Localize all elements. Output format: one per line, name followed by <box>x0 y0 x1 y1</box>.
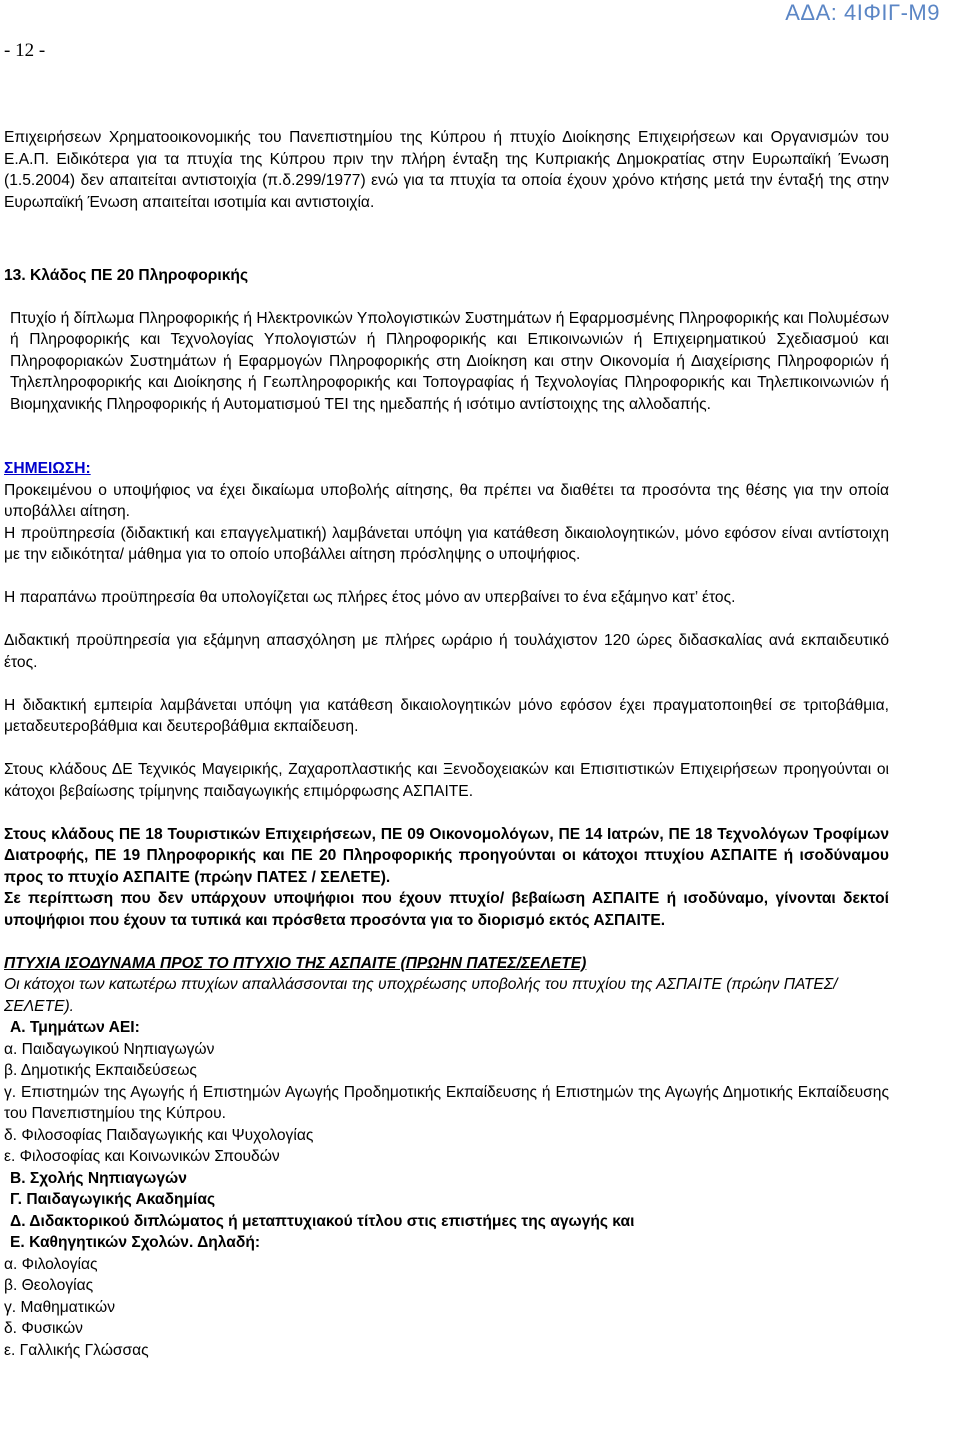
note-paragraph-3: Η παραπάνω προϋπηρεσία θα υπολογίζεται ως πλήρες έτος μόνο αν υπερβαίνει το ένα εξάμηνο κατ’ έτος. <box>4 589 736 606</box>
group-a-item: δ. Φιλοσοφίας Παιδαγωγικής και Ψυχολογίας <box>4 1126 314 1144</box>
group-a-item: β. Δημοτικής Εκπαιδεύσεως <box>4 1062 197 1079</box>
note-title: ΣΗΜΕΙΩΣΗ: <box>4 460 91 477</box>
group-a-item: γ. Επιστημών της Αγωγής ή Επιστημών Αγωγής Προδημοτικής Εκπαίδευσης ή Επιστημών της Αγωγής Δημοτικής Εκπαίδευσης του Πανεπιστημίου της Κύπρου. <box>4 1083 889 1122</box>
intro-paragraph: Επιχειρήσεων Χρηματοοικονομικής του Πανεπιστημίου της Κύπρου ή πτυχίο Διοίκησης Επιχειρήσεων και Οργανισμών του Ε.Α.Π. Ειδικότερα για τα πτυχία της Κύπρου πριν την πλήρη ένταξη της Κυπριακής Δημοκρατίας στην Ευρωπαϊκή Ένωση (1.5.2004) δεν απαιτείται αντιστοιχία (π.δ.299/1977) ενώ για τα πτυχία τα οποία έχουν χρόνο κτήσης μετά την ένταξή της στην Ευρωπαϊκή Ένωση απαιτείται ισοτιμία και αντιστοιχία. <box>4 129 889 211</box>
section-13-heading: 13. Κλάδος ΠΕ 20 Πληροφορικής <box>4 266 249 284</box>
note-paragraph-7: Στους κλάδους ΠΕ 18 Τουριστικών Επιχειρήσεων, ΠΕ 09 Οικονομολόγων, ΠΕ 14 Ιατρών, ΠΕ 18 Τεχνολόγων Τροφίμων Διατροφής, ΠΕ 19 Πληροφορικής και ΠΕ 20 Πληροφορικής προηγούνται οι κάτοχοι πτυχίου ΑΣΠΑΙΤΕ ή ισοδύναμου προς το πτυχίο ΑΣΠΑΙΤΕ (πρώην ΠΑΤΕΣ / ΣΕΛΕΤΕ). <box>4 825 889 886</box>
note-paragraph-8: Σε περίπτωση που δεν υπάρχουν υποψήφιοι που έχουν πτυχίο/ βεβαίωση ΑΣΠΑΙΤΕ ή ισοδύναμο, γίνονται δεκτοί υποψήφιοι που έχουν τα τυπικά και πρόσθετα προσόντα για το διορισμό εκτός ΑΣΠΑΙΤΕ. <box>4 890 889 929</box>
document-body <box>4 127 889 1361</box>
group-e-item: α. Φιλολογίας <box>4 1255 98 1273</box>
group-e-item: β. Θεολογίας <box>4 1277 94 1294</box>
equivalent-degrees-intro: Οι κάτοχοι των κατωτέρω πτυχίων απαλλάσσονται της υποχρέωσης υποβολής του πτυχίου της ΑΣΠΑΙΤΕ (πρώην ΠΑΤΕΣ/ΣΕΛΕΤΕ). <box>4 976 838 1015</box>
group-a-item: ε. Φιλοσοφίας και Κοινωνικών Σπουδών <box>4 1148 280 1165</box>
note-paragraph-6: Στους κλάδους ΔΕ Τεχνικός Μαγειρικής, Ζαχαροπλαστικής και Ξενοδοχειακών και Επισιτιστικών Επιχειρήσεων προηγούνται οι κάτοχοι βεβαίωσης τρίμηνης παιδαγωγικής επιμόρφωσης ΑΣΠΑΙΤΕ. <box>4 761 889 800</box>
group-e-item: δ. Φυσικών <box>4 1320 83 1337</box>
note-paragraph-2: Η προϋπηρεσία (διδακτική και επαγγελματική) λαμβάνεται υπόψη για κατάθεση δικαιολογητικών, μόνο εφόσον είναι αντίστοιχη με την ειδικότητα/ μάθημα για το οποίο υποβάλλει αίτηση πρόσληψης ο υποψήφιος. <box>4 524 889 563</box>
group-c-heading: Γ. Παιδαγωγικής Ακαδημίας <box>10 1191 216 1208</box>
page-number: - 12 - <box>4 40 46 61</box>
group-d-heading: Δ. Διδακτορικού διπλώματος ή μεταπτυχιακού τίτλου στις επιστήμες της αγωγής και <box>10 1212 635 1230</box>
group-e-item: γ. Μαθηματικών <box>4 1298 116 1316</box>
note-paragraph-5: Η διδακτική εμπειρία λαμβάνεται υπόψη για κατάθεση δικαιολογητικών μόνο εφόσον έχει πραγματοποιηθεί σε τριτοβάθμια, μεταδευτεροβάθμια και δευτεροβάθμια εκπαίδευση. <box>4 696 889 735</box>
group-a-item: α. Παιδαγωγικού Νηπιαγωγών <box>4 1040 215 1058</box>
ada-code: ΑΔΑ: 4ΙΦΙΓ-Μ9 <box>785 0 940 25</box>
group-e-heading: Ε. Καθηγητικών Σχολών. Δηλαδή: <box>10 1234 261 1251</box>
group-e-item: ε. Γαλλικής Γλώσσας <box>4 1341 149 1359</box>
note-paragraph-4: Διδακτική προϋπηρεσία για εξάμηνη απασχόληση με πλήρες ωράριο ή τουλάχιστον 120 ώρες διδασκαλίας ανά εκπαιδευτικό έτος. <box>4 632 889 671</box>
group-b-heading: Β. Σχολής Νηπιαγωγών <box>10 1169 187 1187</box>
note-paragraph-1: Προκειμένου ο υποψήφιος να έχει δικαίωμα υποβολής αίτησης, θα πρέπει να διαθέτει τα προσόντα της θέσης για την οποία υποβάλλει αίτηση. <box>4 481 889 520</box>
equivalent-degrees-title: ΠΤΥΧΙΑ ΙΣΟΔΥΝΑΜΑ ΠΡΟΣ ΤΟ ΠΤΥΧΙΟ ΤΗΣ ΑΣΠΑΙΤΕ (ΠΡΩΗΝ ΠΑΤΕΣ/ΣΕΛΕΤΕ) <box>4 954 587 972</box>
group-a-heading: Α. Τμημάτων ΑΕΙ: <box>10 1019 140 1036</box>
section-13-body: Πτυχίο ή δίπλωμα Πληροφορικής ή Ηλεκτρονικών Υπολογιστικών Συστημάτων ή Εφαρμοσμένης Πληροφορικής και Πολυμέσων ή Πληροφορικής και Τεχνολογίας Υπολογιστών ή Πληροφορικής και Επικοινωνιών ή Επιχειρηματικού Σχεδιασμού και Πληροφοριακών Συστημάτων ή Εφαρμογών Πληροφορικής στη Διοίκηση και στην Οικονομία ή Διαχείρισης Πληροφοριών ή Τηλεπληροφορικής και Διοίκησης ή Γεωπληροφορικής και Τοπογραφίας ή Τεχνολογίας Πληροφορικής και Τηλεπικοινωνιών ή Βιομηχανικής Πληροφορικής ή Αυτοματισμού ΤΕΙ της ημεδαπής ή ισότιμο αντίστοιχης της αλλοδαπής. <box>10 309 889 413</box>
